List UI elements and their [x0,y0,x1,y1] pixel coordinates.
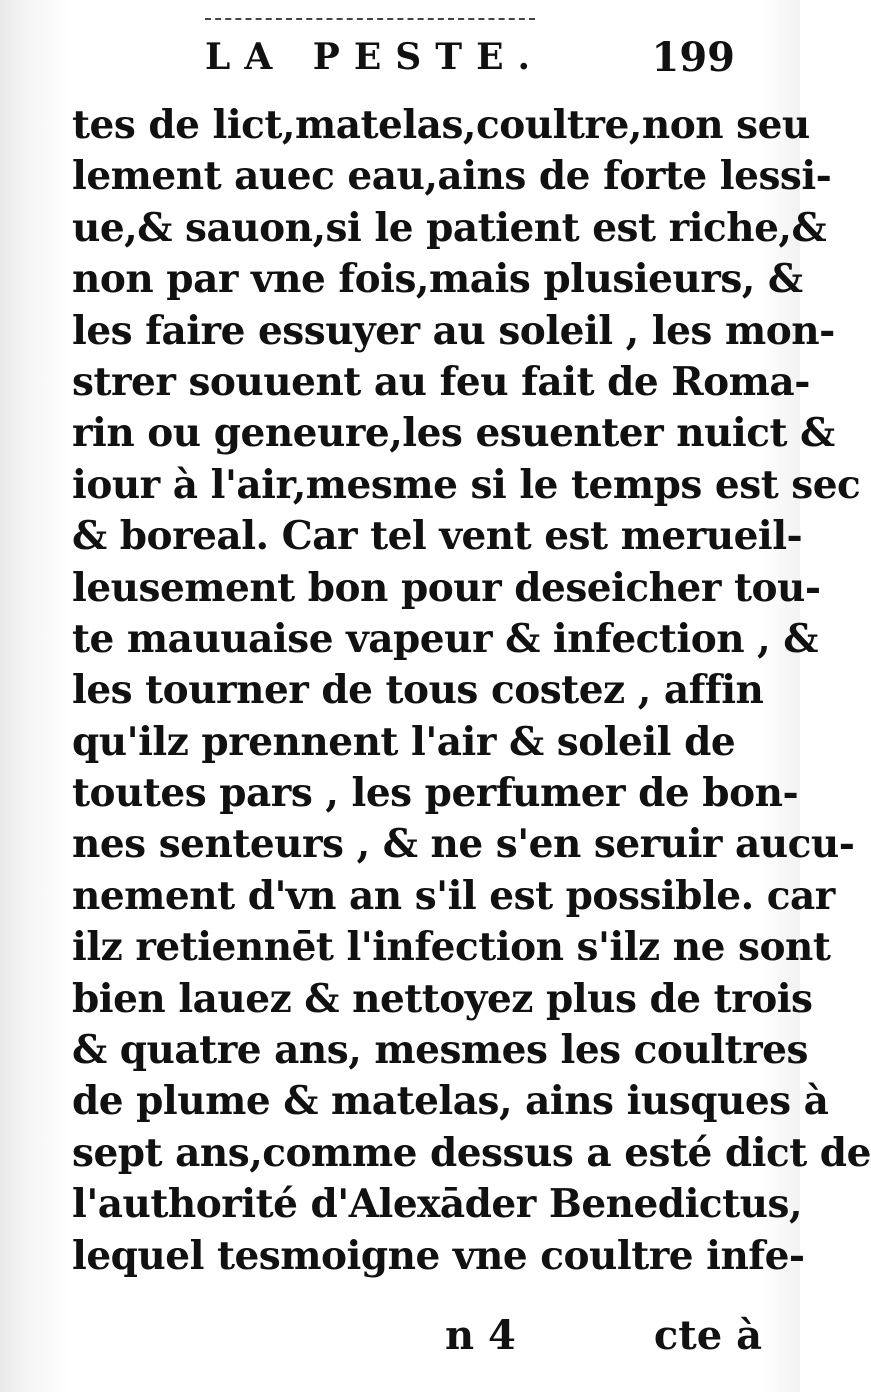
page-number: 199 [651,33,735,81]
text-line: ilz retiennēt l'infection s'ilz ne sont [72,924,831,971]
text-line: qu'ilz prennent l'air & soleil de [72,718,736,765]
text-line: leusement bon pour deseicher tou- [72,564,821,611]
text-line: rin ou geneure,les esuenter nuict & [72,410,835,457]
text-line: lequel tesmoigne vne coultre infe- [72,1232,805,1279]
text-line: nes senteurs , & ne s'en seruir aucu- [72,821,855,868]
header-rule [205,18,535,20]
text-line: te mauuaise vapeur & infection , & [72,615,819,662]
text-line: non par vne fois,mais plusieurs, & [72,256,803,303]
signature-mark: n 4 [445,1312,516,1359]
text-line: & boreal. Car tel vent est merueil- [72,513,803,560]
text-line: iour à l'air,mesme si le temps est sec [72,461,861,508]
text-line: l'authorité d'Alexāder Benedictus, [72,1181,803,1228]
text-line: les tourner de tous costez , affin [72,667,764,714]
text-line: les faire essuyer au soleil , les mon- [72,307,835,354]
page-header [205,32,735,82]
page-footer [72,1312,762,1372]
running-head: LA PESTE. [205,36,545,78]
text-line: strer souuent au feu fait de Roma- [72,358,810,405]
text-line: & quatre ans, mesmes les coultres [72,1027,808,1074]
text-line: nement d'vn an s'il est possible. car [72,872,835,919]
text-line: sept ans,comme dessus a esté dict de [72,1129,871,1176]
text-line: ue,& sauon,si le patient est riche,& [72,204,827,251]
text-line: bien lauez & nettoyez plus de trois [72,975,813,1022]
text-line: tes de lict,matelas,coultre,non seu [72,102,810,148]
text-line: lement auec eau,ains de forte lessi- [72,153,832,200]
text-line: de plume & matelas, ains iusques à [72,1078,829,1125]
catchword: cte à [653,1312,762,1359]
text-line: toutes pars , les perfumer de bon- [72,770,799,817]
body-text [72,100,871,1282]
